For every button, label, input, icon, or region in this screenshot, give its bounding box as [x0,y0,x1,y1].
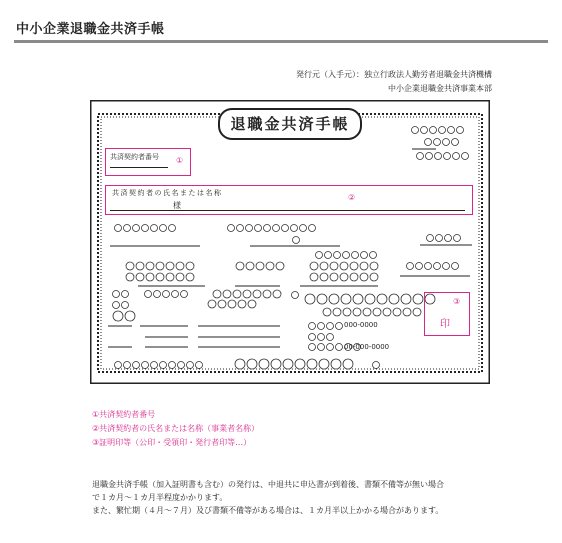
note-1: ①共済契約者番号 [92,410,156,419]
contractor-name-label: 共済契約者の氏名または名称 [112,189,223,197]
number-placeholder-2: 00-000-0000 [344,343,390,351]
handbook-cover-figure [90,100,490,384]
issuer-block [296,68,492,96]
paragraph-line-1: 退職金共済手帳（加入証明書も含む）の発行は、中退共に申込書が到着後、書類不備等が無い場合 [92,480,444,489]
contract-number-line [110,167,168,168]
card-frame-art [90,100,490,384]
legend-notes [92,408,259,450]
page-title: 中小企業退職金共済手帳 [16,22,165,37]
paragraph-line-3: また、繁忙期（４月〜７月）及び書類不備等がある場合は、１カ月半以上かかる場合があります。 [92,506,444,515]
note-2: ②共済契約者の氏名または名称（事業者名称） [92,424,260,433]
seal-stamp-icon: 印 [440,319,450,330]
honorific-suffix: 様 [173,201,181,210]
processing-time-paragraph [92,478,512,517]
marker-1: ① [176,156,184,165]
marker-2: ② [348,193,356,202]
issuer-line-1: 発行元（入手元）：独立行政法人勤労者退職金共済機構 [296,70,492,79]
card-title: 退職金共済手帳 [218,108,362,140]
header-rule [14,40,548,43]
number-placeholder-1: 000-0000 [344,321,378,329]
paragraph-line-2: で１カ月〜１カ月半程度かかります。 [92,493,228,502]
contract-number-label: 共済契約者番号 [110,153,159,161]
marker-3: ③ [453,297,461,306]
note-3: ③証明印等（公印・受領印・発行者印等…） [92,438,252,447]
contractor-name-line [110,210,465,211]
issuer-line-2: 中小企業退職金共済事業本部 [388,84,492,93]
